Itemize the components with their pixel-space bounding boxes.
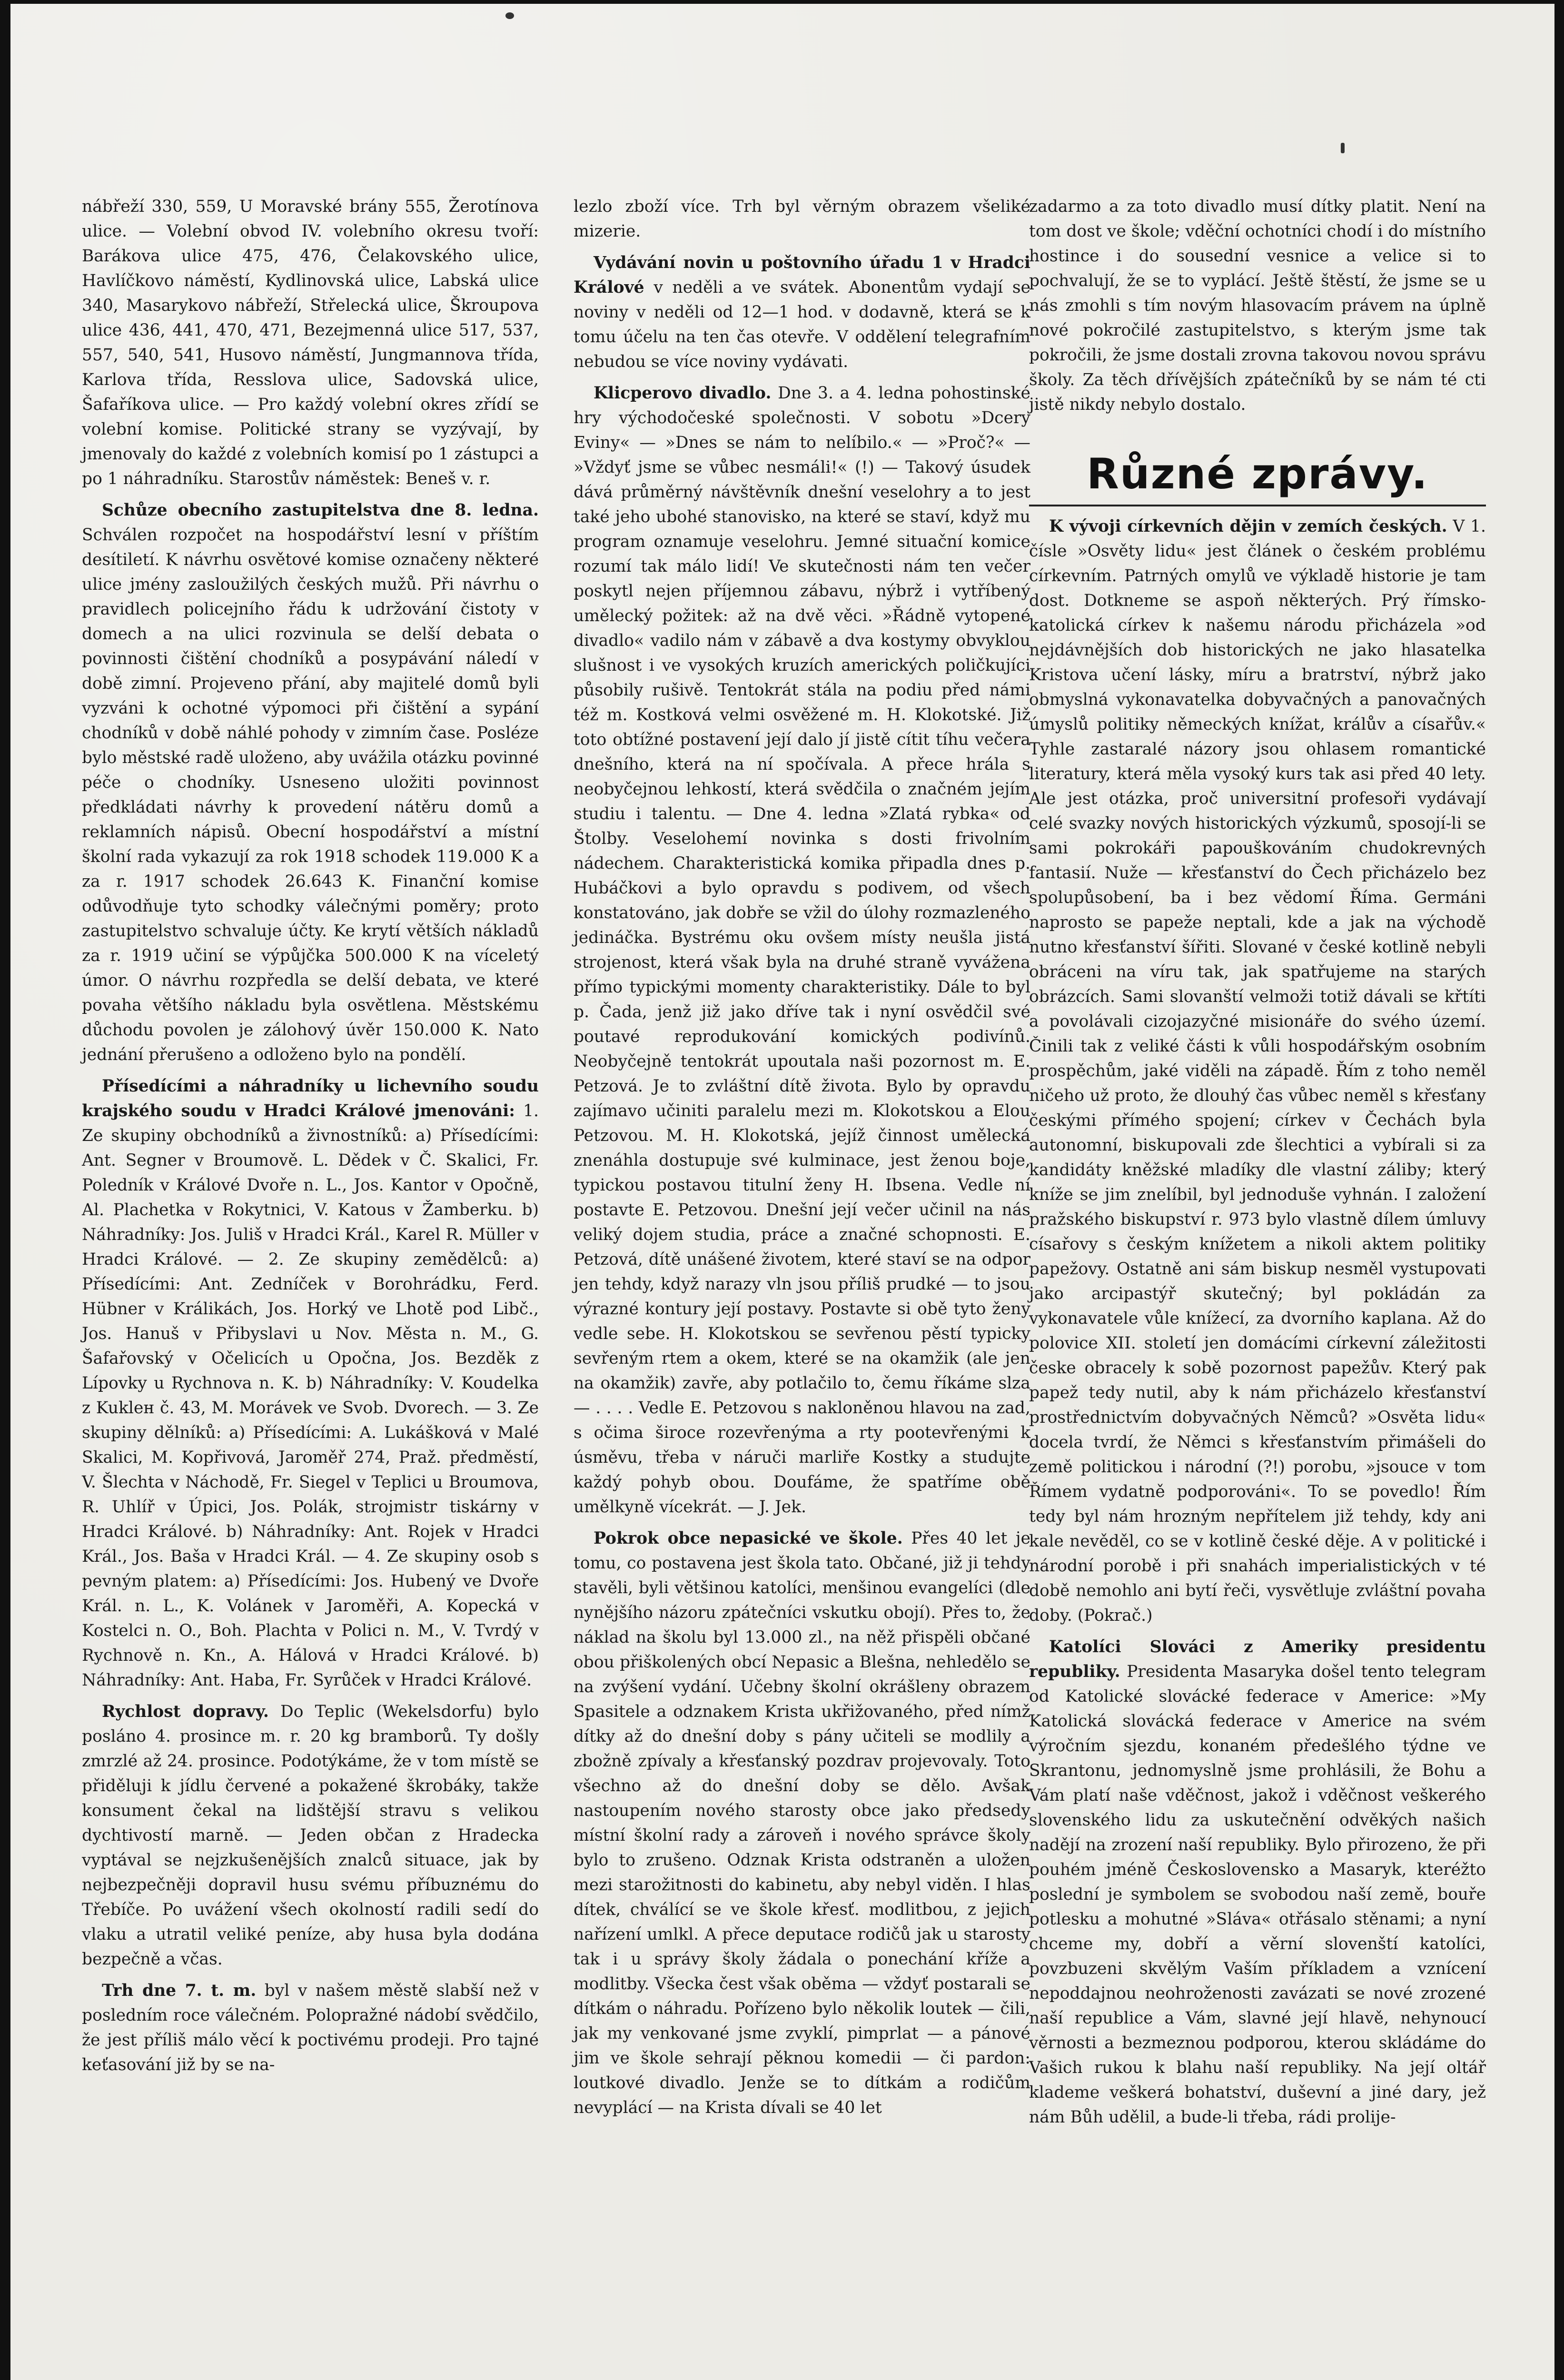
article-voting-districts: nábřeží 330, 559, U Moravské brány 555, Žerotínova ulice. — Volební obvod IV. volebního okresu tvoří: Barákova ulice 475, 476, Čelakovského ulice, Havlíčkovo náměstí, Kydlinovská ulice, Labská ulice 340, Masarykovo nábřeží, Střelecká ulice, Škroupova ulice 436, 441, 470, 471, Bezejmenná ulice 517, 537, 557, 540, 541, Husovo náměstí, Jungmannova třída, Karlova třída, Resslova ulice, Sadovská ulice, Šafaříkova ulice. — Pro každý volební okres zřídí se volební komise. Politické strany se vyzývají, by jmenovaly do každé z volebních komisí po 1 zástupci a po 1 náhradníku. Starostův náměstek: Beneš v. r. (82, 197, 539, 488)
article-transport-speed (82, 1699, 539, 1972)
article-market (82, 1978, 539, 2077)
article-heading: K vývoji církevních dějin v zemích českých. (1049, 517, 1447, 536)
article-usury-court (82, 1074, 539, 1693)
article-council-meeting (82, 498, 539, 1067)
article-theatre (574, 381, 1030, 1519)
article-text: Přes 40 let je tomu, co postavena jest škola tato. Občané, již ji tehdy stavěli, byli většinou katolíci, menšinou evangelíci (dle nynějšího názoru zpátečníci vskutku obojí). Přes to, že náklad na školu byl 13.000 zl., na něž přispěli občané obou přiškolených obcí Nepasic a Blešna, nehledělo se na zvýšení vydání. Učebny školní okrášleny obrazem Spasitele a odznakem Krista ukřižovaného, před nímž dítky až do dnešní doby s pány učiteli se modlily a zbožně zpívaly a křesťanský pozdrav projevovaly. Toto všechno až do dnešní doby se dělo. Avšak nastoupením nového starosty obce jako předsedy místní školní rady a zároveň i nového správce školy bylo to zrušeno. Odznak Krista odstraněn a uložen mezi starožitnosti do kabinetu, aby nebyl viděn. I hlas dítek, chválící se ve škole křesť. modlitbou, z jejich nařízení umlkl. A přece deputace rodičů jak u starosty tak i u správy školy žádala o ponechání kříže a modlitby. Všecka čest však oběma — vždyť postarali se dítkám o náhradu. Pořízeno bylo několik loutek — čili, jak my venkované jsme zvyklí, pimprlat — a pánové jim ve škole sehrají pěknou komedii — či pardon: loutkové divadlo. Jenže se to dítkám a rodičům nevyplácí — na Krista dívali se 40 let (574, 1529, 1030, 2117)
article-text: V 1. čísle »Osvěty lidu« jest článek o českém problému církevním. Patrných omylů ve výkladě historie je tam dost. Dotkneme se aspoň některých. Prý římsko-katolická církev k našemu národu přicházela »od nejdávnějších dob historických ne jako hlasatelka Kristova učení lásky, míru a bratrství, nýbrž jako obmyslná vykonavatelka dobyvačných a panovačných úmyslů politiky německých knížat, králův a císařův.« Tyhle zastaralé názory jsou ohlasem romantické literatury, která měla vysoký kurs tak asi před 40 lety. Ale jest otázka, proč universitní profesoři vydávají celé svazky nových historických výzkumů, sposojí-li se sami pokrokáři papouškováním chudokrevných fantasií. Nuže — křesťanství do Čech přicházelo bez spolupůsobení, ba i bez vědomí Říma. Germáni naprosto se papeže neptali, kde a jak na východě nutno křesťanství šířiti. Slované v české kotlině nebyli obráceni na víru tak, jak spatřujeme na starých obrázcích. Sami slovanští velmoži totiž dávali se křtíti a povolávali cizojazyčné misionáře do svého území. Činili tak z veliké části k vůli hospodářským osobním prospěchům, jaké viděli na západě. Řím z toho neměl ničeho už proto, že dlouhý čas vůbec neměl s křesťany českými přímého spojení; církev v Čechách byla autonomní, biskupovali zde šlechtici a vybírali si za kandidáty kněžské mladíky dle vlastní záliby; který kníže se jim znelíbil, byl jednoduše vyhnán. I založení pražského biskupství r. 973 bylo vlastně dílem úmluvy císařovy s českým knížetem a nikoli aktem politiky papežovy. Ostatně ani sám biskup nesměl vystupovati jako arcipastýř skutečný; byl pokládán za vykonavatele vůle knížecí, za dvorního kaplana. Až do polovice XII. století jen domácími církevní záležitosti česke obracely k sobě pozornost papežův. Který pak papež tedy nutil, aby k nám přicházelo křesťanství prostřednictvím dobyvačných Němců? »Osvěta lidu« docela tvrdí, že Němci s křesťanstvím přimášeli do země politickou i národní (?!) porobu, »jsouce v tom Římem vydatně podporováni«. To se povedlo! Řím tedy byl nám hrozným nepřítelem již tehdy, kdy ani kale nevěděl, co se v kotlině české děje. A v politické i národní porobě i při snahách imperialistických v té době nemohlo ani bytí řeči, vysvětluje zvláštní povaha doby. (Pokrač.) (1029, 517, 1486, 1625)
article-heading: Schůze obecního zastupitelstva dne 8. ledna. (102, 501, 539, 520)
article-text: Schválen rozpočet na hospodářství lesní v příštím desítiletí. K návrhu osvětové komise označeny některé ulice jmény zasloužilých českých mužů. Při návrhu o pravidlech policejního řádu k udržování čistoty v domech a na ulici rozvinula se delší debata o povinnosti čištění chodníků a posypávání náledí v době zimní. Projeveno přání, aby majitelé domů byli vyzváni k ochotné výpomoci při čištění a sypání chodníků v době náhlé pohody v zimním čase. Posléze bylo městské radě uloženo, aby uvážila otázku povinné péče o chodníky. Usneseno uložiti povinnost předkládati návrhy k provedení nátěru domů a reklamních nápisů. Obecní hospodářství a místní školní rada vykazují za rok 1918 schodek 119.000 K a za r. 1917 schodek 26.643 K. Finanční komise odůvodňuje tyto schodky válečnými poměry; proto zastupitelstvo schvaluje účty. Ke krytí větších nákladů za r. 1919 učiní se výpůjčka 500.000 K na víceletý úmor. O návrhu rozpředla se delší debata, ve které povaha většího nákladu byla osvětlena. Městskému důchodu povolen je zálohový úvěr 150.000 K. Nato jednání přerušeno a odloženo bylo na pondělí. (82, 526, 539, 1064)
newspaper-page (10, 4, 1554, 2380)
article-heading: Katolíci Slováci z Ameriky presidentu republiky. (1029, 1637, 1486, 1681)
article-text: 1. Ze skupiny obchodníků a živnostníků: a) Přísedícími: Ant. Segner v Broumově. L. Dědek v Č. Skalici, Fr. Poledník v Králové Dvoře n. L., Jos. Kantor v Opočně, Al. Plachetka v Rokytnici, V. Katous v Žamberku. b) Náhradníky: Jos. Juliš v Hradci Král., Karel R. Müller v Hradci Králové. — 2. Ze skupiny zemědělců: a) Přísedícími: Ant. Zedníček v Borohrádku, Ferd. Hübner v Králikách, Jos. Horký ve Lhotě pod Libč., Jos. Hanuš v Přibyslavi u Nov. Města n. M., G. Šafařovský v Očelicích u Opočna, Jos. Bezděk z Lípovky u Rychnova n. K. b) Náhradníky: V. Koudelka z Kukleн č. 43, M. Morávek ve Svob. Dvorech. — 3. Ze skupiny dělníků: a) Přísedícími: A. Lukášková v Malé Skalici, M. Kopřivová, Jaroměř 274, Praž. předměstí, V. Šlechta v Náchodě, Fr. Siegel v Teplici u Broumova, R. Uhlíř v Úpici, Jos. Polák, strojmistr tiskárny v Hradci Králové. b) Náhradníky: Ant. Rojek v Hradci Král., Jos. Baša v Hradci Král. — 4. Ze skupiny osob s pevným platem: a) Přísedícími: Jos. Hubený ve Dvoře Král. n. L., K. Volánek v Jaroměři, A. Kopecká v Kostelci n. O., Boh. Plachta v Polici n. M., V. Tvrdý v Rychnově n. Kn., A. Hálová v Hradci Králové. b) Náhradníky: Ant. Haba, Fr. Syrůček v Hradci Králové. (82, 1101, 539, 1690)
article-text: Dne 3. a 4. ledna pohostinské hry východočeské společnosti. V sobotu »Dcery Eviny« — »Dnes se nám to nelíbilo.« — »Proč?« — »Vždyť jsme se vůbec nesmáli!« (!) — Takový úsudek dává průměrný návštěvník dnešní veselohry a to jest také jeho ubohé stanovisko, na které se staví, když mu program oznamuje veselohru. Jemné situační komice rozumí tak málo lidí! Ve skutečnosti nám ten večer poskytl nejen příjemnou zábavu, nýbrž i vytříbený umělecký požitek: až na dvě věci. »Řádně vytopené divadlo« vadilo nám v zábavě a dva kostymy obvyklou slušnost i ve vysokých kruzích amerických poličkujíci působily rušivě. Tentokrát stála na podiu před námi též m. Kostková velmi osvěžené m. H. Klokotské. Již toto obtížné postavení její dalo jí jistě cítit tíhu večera dnešního, která na ní spočívala. A přece hrála s neobyčejnou lehkostí, která svědčila o značném jejím studiu i talentu. — Dne 4. ledna »Zlatá rybka« od Štolby. Veselohemí novinka s dosti frivolním nádechem. Charakteristická komika připadla dnes p. Hubáčkovi a bylo opravdu s podivem, od všech konstatováno, jak dobře se vžil do úlohy rozmazleného jedináčka. Bystrému oku ovšem místy neušla jistá strojenost, která však byla na druhé straně vyvážena přímo typickými momenty charakteristiky. Dále to byl p. Čada, jenž již jako dříve tak i nyní osvědčil své poutavé reprodukování komických podivínů. Neobyčejně tentokrát upoutala naši pozornost m. E. Petzová. Je to zvláštní dítě života. Bylo by opravdu zajímavo učiniti paralelu mezi m. Klokotskou a Elou Petzovou. M. H. Klokotská, jejíž činnost umělecká znenáhla dostupuje své kulminace, jest ženou boje, typickou postavou titulní ženy H. Ibsena. Vedle ní postavte E. Petzovou. Dnešní její večer učinil na nás veliký dojem studia, práce a značné schopnosti. E. Petzová, dítě unášené životem, které staví se na odpor jen tehdy, když narazy vln jsou příliš prudké — to jsou výrazné kontury její postavy. Postavte si obě tyto ženy vedle sebe. H. Klokotskou se sevřenou pěstí typicky sevřeným rtem a okem, které se na okamžik (ale jen na okamžik) zavře, aby potlačilo to, čemu říkáme slza — . . . . Vedle E. Petzovou s nakloněnou hlavou na zad, s očima široce rozevřenýma a rty pootevřenými k úsměvu, třeba v náruči marliře Kostky a studujte každý pohyb obou. Doufáme, že spatříme obě umělkyně vícekrát. — J. Jek. (574, 384, 1031, 1517)
article-slovak-catholics (1029, 1635, 1486, 2130)
section-title: Různé zprávy. (1087, 449, 1428, 498)
article-heading: Přísedícími a náhradníky u lichevního soudu krajského soudu v Hradci Králové jmenováni: (82, 1077, 539, 1121)
article-market-continued: lezlo zboží více. Trh byl věrným obrazem všeliké mizerie. (574, 197, 1030, 241)
column-3 (1029, 194, 1486, 2136)
section-divider (1029, 505, 1486, 506)
article-text: Do Teplic (Wekelsdorfu) bylo posláno 4. prosince m. r. 20 kg bramborů. Ty došly zmrzlé až 24. prosince. Podotýkáme, že v tom místě se přiděluji k jídlu červené a pokažené škrobáky, takže konsument čekal na lidštější stravu s velikou dychtivostí marně. — Jeden občan z Hradecka vyptával se nejzkušenějších znalců situace, jak by nejbezpečněji dopravil husu svému příbuznému do Třebíče. Po uvážení všech okolností radili sedí do vlaku a utratil veliké peníze, aby husa byla dodána bezpečně a včas. (82, 1702, 539, 1969)
article-heading: Vydávání novin u poštovního úřadu 1 v Hradci Králové (574, 253, 1030, 297)
article-heading: Pokrok obce nepasické ve škole. (594, 1529, 903, 1548)
ink-blot (505, 12, 514, 19)
article-heading: Klicperovo divadlo. (594, 384, 772, 403)
article-heading: Trh dne 7. t. m. (102, 1981, 257, 2000)
article-text: v neděli a ve svátek. Abonentům vydají se noviny v neděli od 12—1 hod. v dodavně, která se k tomu účelu na ten čas otevře. V oddělení telegrafním nebudou se více noviny vydávati. (574, 278, 1030, 371)
article-newspaper-delivery (574, 250, 1030, 374)
article-text: Presidenta Masaryka došel tento telegram od Katolické slovácké federace v Americe: »My Katolická slovácká federace v Americe na svém výročním sjezdu, konaném předešlého týdne ve Skrantonu, jednomyslně jsme prohlásili, že Bohu a Vám platí naše vděčnost, jakož i vděčnost veškerého slovenského lidu za uskutečnění odvěkých našich nadějí na zrození naší republiky. Bylo přirozeno, že při pouhém jméně Československo a Masaryk, kteréžto poslední je symbolem se svobodou naší země, bouře potlesku a mohutné »Sláva« otřásalo stěnami; a nyní chceme my, dobří a věrní slovenští katolíci, povzbuzeni skvělým Vaším příkladem a vznícení nepoddajnou neohroženosti zavázati se nové zrozené naší republice a Vám, slavné její hlavě, nehynoucí věrnosti a bezmeznou podporou, kterou skládáme do Vašich rukou k blahu naší republiky. Na její oltář klademe veškerá bohatství, duševní a jiné dary, jež nám Bůh udělil, a bude-li třeba, rádi prolije- (1029, 1662, 1486, 2127)
column-1 (82, 194, 539, 2084)
article-church-history (1029, 514, 1486, 1628)
ink-blot (1341, 143, 1345, 153)
article-heading: Rychlost dopravy. (102, 1702, 269, 1721)
article-school-progress (574, 1526, 1030, 2120)
article-text: byl v našem městě slabší než v posledním roce válečném. Polopražné nádobí svědčilo, že jest příliš málo věcí k poctivému prodeji. Pro tajné keťasování již by se na- (82, 1981, 539, 2074)
column-2 (574, 194, 1030, 2127)
article-school-continued: zadarmo a za toto divadlo musí dítky platit. Není na tom dost ve škole; vděční ochotníci chodí i do místního hostince i do sousední vesnice a velice si to pochvalují, že se to vyplácí. Ještě štěstí, že jsme se u nás zmohli s tím novým hlasovacím právem na úplně nové pokročilé zastupitelstvo, s kterým jsme tak pokročili, že jsme dostali zrovna takovou novou správu školy. Za těch dřívějších zpátečníků by se nám té cti jistě nikdy nebylo dostalo. (1029, 197, 1486, 414)
